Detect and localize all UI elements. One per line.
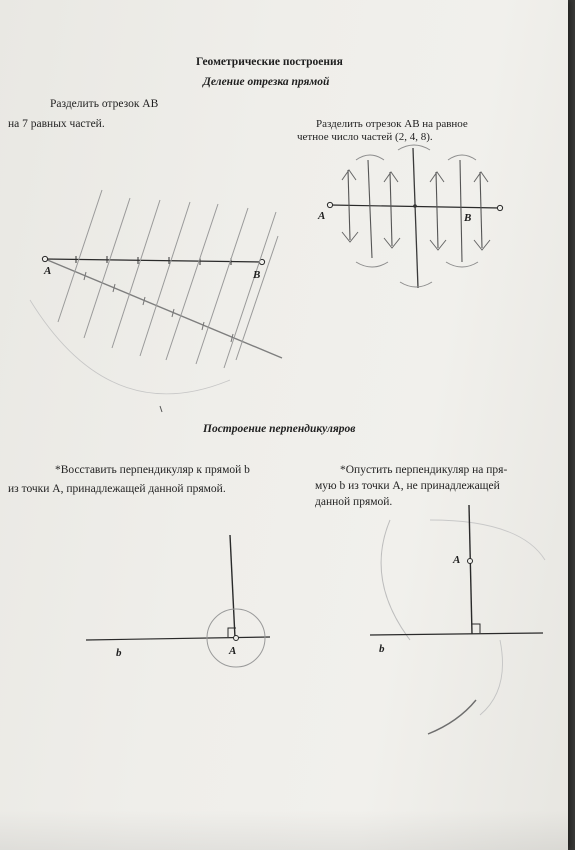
task1-label-b: B <box>253 269 261 281</box>
task4-text-line2: мую b из точки A, не принадлежащей <box>315 480 500 492</box>
task1-text-line1: Разделить отрезок AB <box>50 98 159 110</box>
task3-text-line2: из точки A, принадлежащей данной прямой. <box>8 483 226 495</box>
task4-arc-mark <box>428 700 476 734</box>
page-title: Геометрические построения <box>196 56 343 68</box>
task1-text-line2: на 7 равных частей. <box>8 118 105 130</box>
task2-text-line1: Разделить отрезок AB на равное <box>316 118 468 130</box>
section-title-perpendiculars: Построение перпендикуляров <box>203 423 356 435</box>
task4-right-angle-mark <box>472 624 480 633</box>
task3-label-a: A <box>229 645 237 657</box>
task2-text-line2: четное число частей (2, 4, 8). <box>297 131 433 143</box>
section-subtitle-division: Деление отрезка прямой <box>203 76 330 88</box>
task1-label-a: A <box>44 265 52 277</box>
task4-text-line3: данной прямой. <box>315 496 393 508</box>
task4-label-b: b <box>379 643 385 655</box>
task4-point-a <box>468 559 473 564</box>
task4-line-b <box>370 633 543 635</box>
task2-label-a: A <box>318 210 326 222</box>
task2-label-b: B <box>464 212 472 224</box>
task4-perpendicular <box>469 505 472 634</box>
task4-label-a: A <box>453 554 461 566</box>
task4-text-line1: *Опустить перпендикуляр на пря- <box>340 464 508 476</box>
task3-label-b: b <box>116 647 122 659</box>
task3-text-line1: *Восставить перпендикуляр к прямой b <box>55 464 250 476</box>
